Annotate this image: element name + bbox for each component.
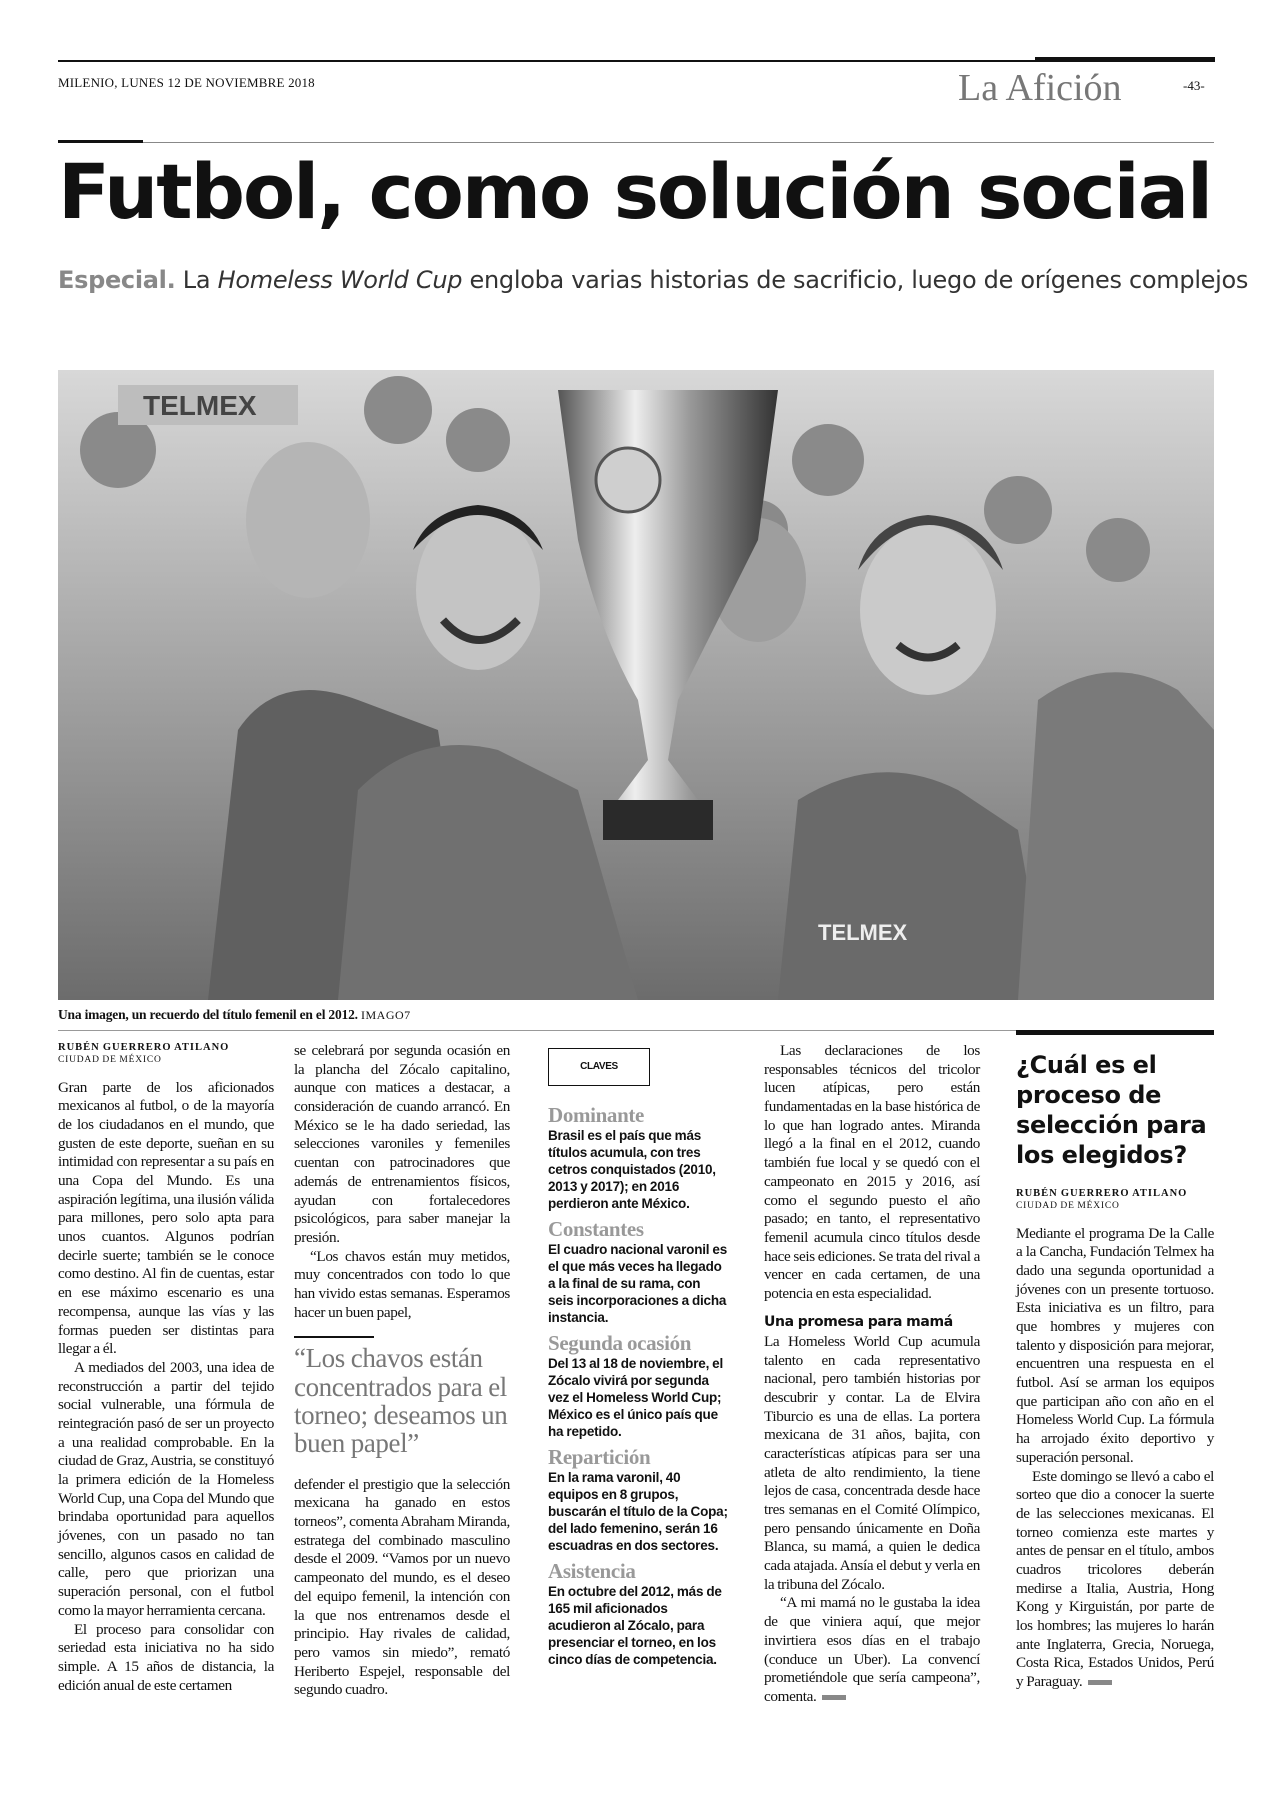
deck-pre: La bbox=[182, 266, 211, 294]
sidebar-dateline: CIUDAD DE MÉXICO bbox=[1016, 1200, 1120, 1211]
claves-item bbox=[548, 1218, 728, 1326]
pull-quote: “Los chavos están concentrados para el torneo; deseamos un buen papel” bbox=[294, 1343, 508, 1459]
article-column-2 bbox=[294, 1042, 510, 1700]
claves-item-text: Brasil es el país que más títulos acumula, con tres cetros conquistados (2010, 2013 y 2017); en 2016 perdieron ante México. bbox=[548, 1128, 716, 1212]
header-rule-accent bbox=[58, 140, 143, 143]
dateline: CIUDAD DE MÉXICO bbox=[58, 1054, 162, 1065]
end-mark bbox=[1088, 1680, 1112, 1685]
sidebar-title: ¿Cuál es el proceso de selección para los elegidos? bbox=[1016, 1051, 1207, 1169]
claves-item-text: Del 13 al 18 de noviembre, el Zócalo vivirá por segunda vez el Homeless World Cup; México es el único país que ha repetido. bbox=[548, 1356, 724, 1440]
article-column-1 bbox=[58, 1042, 274, 1695]
sidebar-column bbox=[1016, 1040, 1214, 1692]
paragraph bbox=[764, 1594, 980, 1706]
paragraph: La Homeless World Cup acumula talento en cada representativo nacional, pero también historias por descubrir y contar. La de Elvira Tiburcio es una de ellas. La portera mexicana de 31 años, bajita, con características atípicas para ser una atleta de alto rendimiento, la tiene lejos de casa, concentrada desde hace tres semanas en el Comité Olímpico, pero pensando únicamente en Doña Blanca, su mamá, a quien le dedica cada atajada. Ansía el debut y verla en la tribuna del Zócalo. bbox=[764, 1332, 980, 1593]
claves-item bbox=[548, 1560, 728, 1668]
claves-column bbox=[548, 1048, 728, 1674]
jersey-text: TELMEX bbox=[818, 920, 908, 945]
claves-item-title: Segunda ocasión bbox=[548, 1331, 692, 1356]
end-mark bbox=[822, 1695, 846, 1700]
paragraph: Gran parte de los aficionados mexicanos al futbol, o de la mayoría de los ciudadanos en el mundo, que gusten de este deporte, sueñan en su intimidad con representar a su país en una Copa del Mundo. Es una aspiración legítima, una ilusión válida para millones, pero solo apta para unos cuantos. Algunos podrían decirle suerte; también se le conoce como destino. Al fin de cuentas, estar en ese máximo escenario es una recompensa, aunque las vías y las formas pueden ser distintas para llegar a él. bbox=[58, 1078, 274, 1358]
deck-kicker: Especial. bbox=[58, 266, 176, 294]
paragraph: Las declaraciones de los responsables técnicos del tricolor lucen atípicas, pero están fundamentadas en la base histórica de lo que han logrado antes. Miranda llegó a la final en el 2012, cuando también fue local y se quedó con el campeonato en 2015 y 2016, así como el segundo puesto el año pasado; en tanto, el representativo femenil acumula cinco títulos desde hace seis ediciones. Se trata del rival a vencer en cada certamen, de una potencia en esta especialidad. bbox=[764, 1042, 980, 1302]
paragraph: se celebrará por segunda ocasión en la plancha del Zócalo capitalino, aunque con matices a destacar, a consideración de cuando arrancó. En México se le ha dado seriedad, las selecciones varoniles y femeniles cuentan con patrocinadores que además de entrenamientos físicos, ayudan con fortalecedores psicológicos, para saber manejar la presión. bbox=[294, 1042, 510, 1246]
claves-item bbox=[548, 1332, 728, 1440]
deck-italic: Homeless World Cup bbox=[217, 266, 463, 294]
deck-post: engloba varias historias de sacrificio, luego de orígenes complejos bbox=[469, 266, 1249, 294]
paragraph-text: Este domingo se llevó a cabo el sorteo que dio a conocer la suerte de las selecciones mexicanas. El torneo comienza este martes y antes de pensar en el título, ambos cuadros tricolores deberán medirse a Italia, Austria, Hong Kong y Kirguistán, por parte de los hombres; las mujeres lo harán ante Inglaterra, Grecia, Noruega, Costa Rica, Estados Unidos, Perú y Paraguay. bbox=[1016, 1467, 1214, 1691]
header-rule bbox=[58, 142, 1214, 143]
sidebar-byline: RUBÉN GUERRERO ATILANO bbox=[1016, 1188, 1188, 1199]
claves-item-title: Constantes bbox=[548, 1217, 644, 1242]
claves-item-title: Repartición bbox=[548, 1445, 651, 1470]
sign-text: TELMEX bbox=[143, 390, 257, 421]
claves-label: CLAVES bbox=[548, 1048, 650, 1086]
byline: RUBÉN GUERRERO ATILANO bbox=[58, 1042, 230, 1053]
deck bbox=[58, 266, 1248, 294]
folio: MILENIO, LUNES 12 DE NOVIEMBRE 2018 bbox=[58, 75, 315, 90]
paragraph: Mediante el programa De la Calle a la Cancha, Fundación Telmex ha dado una segunda oportunidad a jóvenes con un presente tortuoso. Esta iniciativa es un filtro, para que hombres y mujeres con talento y disposición para mejorar, encuentren una respuesta en el futbol. Así se arman los equipos que participan año con año en el Homeless World Cup. La fórmula ha arrojado éxito deportivo y superación personal. bbox=[1016, 1224, 1214, 1466]
claves-item bbox=[548, 1104, 728, 1212]
sidebar-top-rule bbox=[1016, 1030, 1214, 1035]
caption-text: Una imagen, un recuerdo del título femenil en el 2012. bbox=[58, 1007, 358, 1022]
claves-item-title: Asistencia bbox=[548, 1559, 636, 1584]
section-name: La Afición bbox=[958, 67, 1122, 109]
lead-photo-graphic bbox=[58, 370, 1214, 1000]
lead-photo bbox=[58, 370, 1214, 1000]
top-rule-accent bbox=[1035, 57, 1215, 62]
paragraph: El proceso para consolidar con seriedad esta iniciativa no ha sido simple. A 15 años de distancia, la edición anual de este certamen bbox=[58, 1620, 274, 1694]
photo-credit: IMAGO7 bbox=[361, 1008, 411, 1022]
paragraph: “Los chavos están muy metidos, muy concentrados con todo lo que han vivido estas semanas. Esperamos hacer un buen papel, bbox=[294, 1247, 510, 1321]
paragraph bbox=[1016, 1468, 1214, 1692]
photo-caption bbox=[58, 1007, 411, 1023]
subheading: Una promesa para mamá bbox=[764, 1313, 953, 1330]
headline: Futbol, como solución social bbox=[58, 147, 1212, 236]
paragraph: A mediados del 2003, una idea de reconstrucción a partir del tejido social vulnerable, una fórmula de reintegración pasó de ser un proyecto a una realidad comprobable. En la ciudad de Graz, Austria, se constituyó la primera edición de la Homeless World Cup, una Copa del Mundo que brindaba oportunidad para aquellos jóvenes, con un pasado no tan sencillo, algunos casos en calidad de calle, pero que priorizan una superación personal, con el futbol como la mayor herramienta cercana. bbox=[58, 1358, 274, 1619]
claves-item bbox=[548, 1446, 728, 1554]
claves-item-text: En octubre del 2012, más de 165 mil aficionados acudieron al Zócalo, para presenciar el torneo, en los cinco días de competencia. bbox=[548, 1584, 722, 1668]
pull-quote-rule bbox=[294, 1336, 374, 1338]
claves-item-title: Dominante bbox=[548, 1103, 645, 1127]
page-number: -43- bbox=[1183, 78, 1205, 93]
paragraph-text: “A mi mamá no le gustaba la idea de que viniera aquí, que mejor invirtiera esos días en el trabajo (conduce un Uber). La convencí prometiéndole que sería campeona”, comenta. bbox=[764, 1594, 980, 1705]
claves-item-text: En la rama varonil, 40 equipos en 8 grupos, buscarán el título de la Copa; del lado femenino, serán 16 escuadras en dos sectores. bbox=[548, 1470, 728, 1554]
paragraph: defender el prestigio que la selección mexicana ha ganado en estos torneos”, comenta Abraham Miranda, estratega del combinado masculino desde el 2009. “Vamos por un nuevo campeonato del mundo, es el deseo del equipo femenil, la intención con la que nos entrenamos desde el principio. Hay rivales de calidad, pero vamos sin miedo”, remató Heriberto Espejel, responsable del segundo cuadro. bbox=[294, 1475, 510, 1699]
claves-item-text: El cuadro nacional varonil es el que más veces ha llegado a la final de su rama, con seis incorporaciones a dicha instancia. bbox=[548, 1242, 728, 1326]
article-column-4 bbox=[764, 1042, 980, 1707]
